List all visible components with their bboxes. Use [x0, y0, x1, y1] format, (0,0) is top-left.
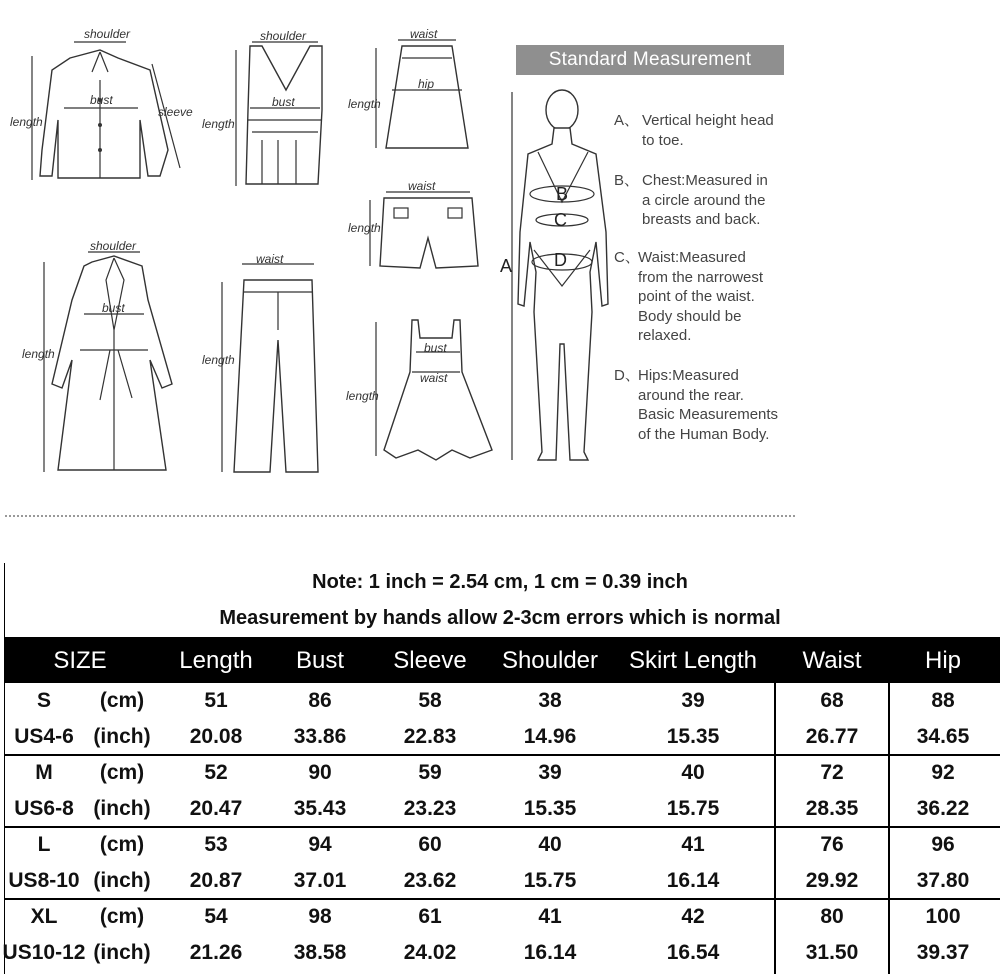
- figure-letter-c: C: [554, 210, 567, 230]
- table-cell: 33.86: [293, 725, 347, 748]
- description-line: Chest:Measured in: [642, 172, 768, 189]
- description-line: to toe.: [642, 131, 684, 149]
- unit-label: (inch): [93, 797, 151, 820]
- table-cell: 59: [418, 761, 442, 784]
- row-divider: [4, 754, 1000, 756]
- size-label: S: [36, 689, 51, 712]
- table-cell: 39: [538, 761, 562, 784]
- description-letter: D、: [614, 367, 640, 384]
- table-cell: 38: [538, 689, 562, 712]
- description-line: Body should be: [638, 307, 742, 325]
- description-line: Basic Measurements: [638, 406, 779, 423]
- table-cell: 15.75: [666, 797, 720, 820]
- table-cell: 80: [820, 905, 844, 928]
- bust-label: bust: [90, 93, 113, 107]
- table-cell: 90: [308, 761, 332, 784]
- table-cell: 53: [204, 833, 228, 856]
- table-cell: 41: [538, 905, 562, 928]
- column-divider: [774, 683, 776, 974]
- waist-label: waist: [410, 27, 438, 41]
- garment-diagrams: [0, 0, 500, 500]
- shorts-illustration: [348, 179, 478, 268]
- blouse-illustration: [10, 27, 193, 180]
- unit-label: (cm): [99, 689, 145, 712]
- shoulder-label: shoulder: [90, 239, 137, 253]
- table-cell: 16.54: [666, 941, 720, 964]
- figure-letter-b: B: [556, 184, 569, 204]
- skirt-illustration: [348, 27, 468, 148]
- hip-label: hip: [418, 77, 435, 91]
- header-length: Length: [179, 647, 253, 674]
- table-cell: 86: [308, 689, 332, 712]
- figure-letter-d: D: [554, 250, 567, 270]
- table-cell: 40: [681, 761, 705, 784]
- unit-label: (inch): [93, 869, 151, 892]
- length-label: length: [348, 97, 381, 111]
- waist-label: waist: [408, 179, 436, 193]
- table-cell: 76: [820, 833, 844, 856]
- standard-measurement-banner: Standard Measurement: [516, 45, 784, 75]
- table-cell: 21.26: [189, 941, 243, 964]
- table-cell: 24.02: [403, 941, 457, 964]
- bust-label: bust: [424, 341, 447, 355]
- row-divider: [4, 898, 1000, 900]
- description-line: Vertical height head: [642, 112, 774, 129]
- table-cell: 20.47: [189, 797, 243, 820]
- row-divider: [4, 826, 1000, 828]
- table-cell: 28.35: [805, 797, 859, 820]
- column-divider: [888, 683, 890, 974]
- description-line: around the rear.: [638, 386, 744, 404]
- unit-label: (cm): [99, 905, 145, 928]
- table-cell: 16.14: [523, 941, 577, 964]
- description-line: from the narrowest: [638, 268, 764, 286]
- description-line: Hips:Measured: [638, 367, 739, 384]
- table-cell: 29.92: [805, 869, 859, 892]
- description-line: breasts and back.: [642, 211, 761, 228]
- table-cell: 98: [308, 905, 332, 928]
- table-cell: 52: [204, 761, 228, 784]
- unit-label: (cm): [99, 761, 145, 784]
- header-size: SIZE: [53, 647, 107, 674]
- shoulder-label: shoulder: [260, 29, 307, 43]
- size-label: US10-12: [2, 941, 86, 964]
- shoulder-label: shoulder: [84, 27, 131, 41]
- description-line: a circle around the: [642, 191, 766, 209]
- table-cell: 58: [418, 689, 442, 712]
- waist-label: waist: [420, 371, 448, 385]
- size-label: US6-8: [14, 797, 74, 820]
- unit-label: (cm): [99, 833, 145, 856]
- table-cell: 36.22: [916, 797, 970, 820]
- table-cell: 37.01: [293, 869, 347, 892]
- table-cell: 100: [925, 905, 961, 928]
- unit-label: (inch): [93, 725, 151, 748]
- table-cell: 20.87: [189, 869, 243, 892]
- table-cell: 61: [418, 905, 442, 928]
- header-sleeve: Sleeve: [393, 647, 467, 674]
- table-cell: 26.77: [805, 725, 859, 748]
- description-letter: A、: [614, 112, 640, 129]
- size-label: US4-6: [14, 725, 74, 748]
- table-cell: 96: [931, 833, 955, 856]
- description-letter: B、: [614, 172, 640, 189]
- table-cell: 23.62: [403, 869, 457, 892]
- table-cell: 39.37: [916, 941, 970, 964]
- table-cell: 37.80: [916, 869, 970, 892]
- error-note: Measurement by hands allow 2-3cm errors which is normal: [219, 607, 781, 629]
- table-cell: 68: [820, 689, 844, 712]
- table-cell: 54: [204, 905, 228, 928]
- size-label: XL: [30, 905, 58, 928]
- conversion-note: Note: 1 inch = 2.54 cm, 1 cm = 0.39 inch: [312, 571, 688, 593]
- body-figure-illustration: [498, 82, 618, 470]
- table-cell: 22.83: [403, 725, 457, 748]
- table-cell: 31.50: [805, 941, 859, 964]
- tank-top-illustration: [202, 29, 322, 186]
- table-cell: 39: [681, 689, 705, 712]
- description-line: Waist:Measured: [638, 249, 746, 266]
- table-cell: 14.96: [523, 725, 577, 748]
- table-cell: 15.75: [523, 869, 577, 892]
- size-label: US8-10: [8, 869, 80, 892]
- size-label: L: [37, 833, 51, 856]
- length-label: length: [10, 115, 43, 129]
- dotted-divider: [5, 515, 795, 517]
- table-cell: 88: [931, 689, 955, 712]
- header-hip: Hip: [924, 647, 961, 674]
- coat-illustration: [22, 239, 172, 472]
- table-cell: 42: [681, 905, 705, 928]
- table-cell: 15.35: [523, 797, 577, 820]
- sleeve-label: sleeve: [158, 105, 193, 119]
- header-shoulder: Shoulder: [501, 647, 599, 674]
- figure-letter-a: A: [500, 256, 513, 276]
- pants-illustration: [202, 252, 318, 472]
- length-label: length: [348, 221, 381, 235]
- size-label: M: [35, 761, 53, 784]
- table-cell: 92: [931, 761, 955, 784]
- description-line: relaxed.: [638, 327, 692, 344]
- table-cell: 34.65: [916, 725, 970, 748]
- waist-label: waist: [256, 252, 284, 266]
- length-label: length: [202, 117, 235, 131]
- table-cell: 51: [204, 689, 228, 712]
- table-cell: 94: [308, 833, 332, 856]
- header-bust: Bust: [295, 647, 345, 674]
- table-cell: 15.35: [666, 725, 720, 748]
- table-cell: 20.08: [189, 725, 243, 748]
- header-waist: Waist: [802, 647, 862, 674]
- dress-illustration: [346, 320, 492, 460]
- table-cell: 60: [418, 833, 442, 856]
- length-label: length: [22, 347, 55, 361]
- description-line: point of the waist.: [638, 288, 755, 305]
- table-cell: 40: [538, 833, 562, 856]
- description-letter: C、: [614, 249, 640, 266]
- length-label: length: [202, 353, 235, 367]
- description-line: of the Human Body.: [638, 425, 770, 443]
- table-cell: 35.43: [293, 797, 347, 820]
- header-skirt-length: Skirt Length: [628, 647, 758, 674]
- bust-label: bust: [102, 301, 125, 315]
- table-cell: 41: [681, 833, 705, 856]
- unit-label: (inch): [93, 941, 151, 964]
- table-cell: 38.58: [293, 941, 347, 964]
- length-label: length: [346, 389, 379, 403]
- table-cell: 16.14: [666, 869, 720, 892]
- table-cell: 72: [820, 761, 844, 784]
- bust-label: bust: [272, 95, 295, 109]
- table-cell: 23.23: [403, 797, 457, 820]
